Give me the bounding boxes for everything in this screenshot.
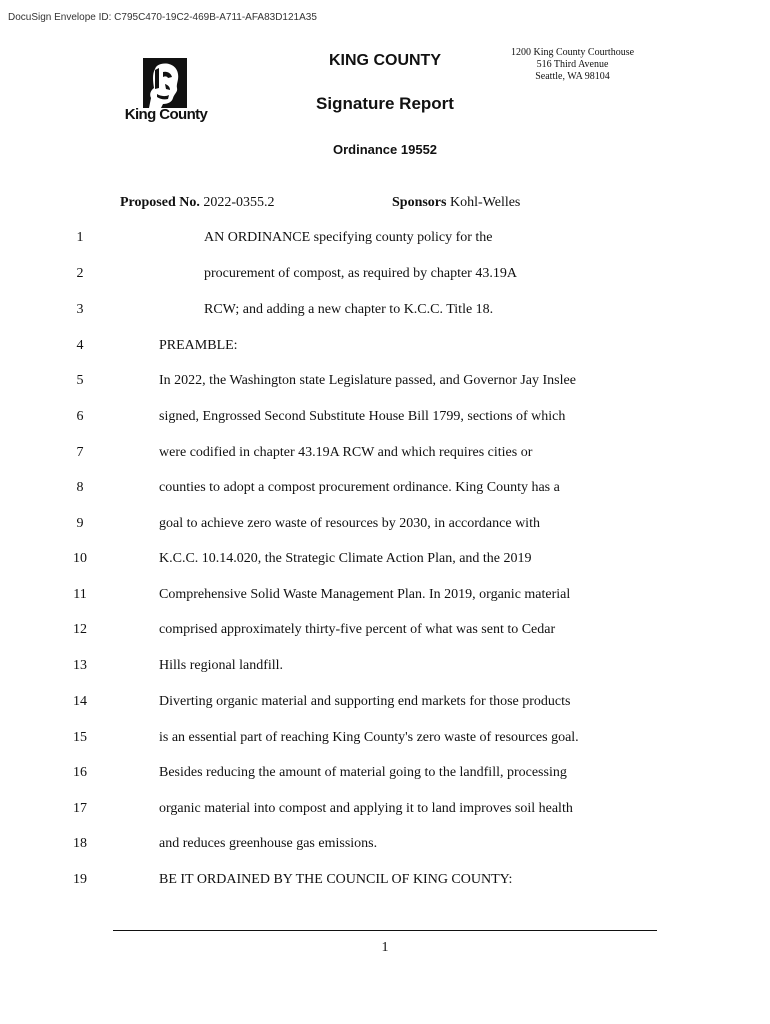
line-number: 2: [76, 266, 84, 281]
line-number: 19: [73, 872, 87, 887]
sponsors-value: Kohl-Welles: [449, 195, 521, 210]
line-text: Hills regional landfill.: [159, 658, 284, 673]
line-text: were codified in chapter 43.19A RCW and which requires cities or: [159, 445, 533, 460]
courthouse-address: [500, 47, 645, 83]
page-number: 1: [381, 940, 389, 955]
line-text: Diverting organic material and supporting end markets for those products: [159, 694, 571, 709]
line-number: 6: [76, 409, 84, 424]
proposed-number: [120, 195, 275, 211]
report-title: Signature Report: [316, 94, 454, 113]
line-number: 15: [73, 730, 87, 745]
line-text: goal to achieve zero waste of resources by 2030, in accordance with: [159, 516, 540, 531]
line-text: is an essential part of reaching King County's zero waste of resources goal.: [159, 730, 579, 745]
line-text: BE IT ORDAINED BY THE COUNCIL OF KING COUNTY:: [159, 872, 513, 887]
address-line: 1200 King County Courthouse: [510, 47, 635, 58]
proposed-value: 2022-0355.2: [203, 195, 275, 210]
king-county-logo-icon: [143, 58, 187, 108]
address-line: Seattle, WA 98104: [535, 71, 610, 82]
sponsors: [392, 195, 520, 211]
line-number: 9: [76, 516, 84, 531]
line-number: 10: [73, 551, 87, 566]
line-text: organic material into compost and applying it to land improves soil health: [159, 801, 573, 816]
line-text: signed, Engrossed Second Substitute House Bill 1799, sections of which: [159, 409, 566, 424]
line-number: 5: [76, 373, 84, 388]
line-text: In 2022, the Washington state Legislature passed, and Governor Jay Inslee: [159, 373, 576, 388]
line-number: 3: [76, 302, 84, 317]
address-line: 516 Third Avenue: [536, 59, 609, 70]
king-county-logo: [118, 58, 214, 128]
line-text: PREAMBLE:: [159, 338, 238, 353]
line-number: 17: [73, 801, 87, 816]
logo-text: King County: [124, 106, 208, 123]
line-text: counties to adopt a compost procurement ordinance. King County has a: [159, 480, 560, 495]
line-text: Comprehensive Solid Waste Management Plan. In 2019, organic material: [159, 587, 571, 602]
line-number: 12: [73, 622, 87, 637]
line-text: RCW; and adding a new chapter to K.C.C. Title 18.: [204, 302, 494, 317]
line-number: 8: [76, 480, 84, 495]
footer-divider: [113, 930, 657, 931]
line-text: procurement of compost, as required by chapter 43.19A: [204, 266, 517, 281]
line-text: AN ORDINANCE specifying county policy for the: [204, 230, 493, 245]
line-text: K.C.C. 10.14.020, the Strategic Climate Action Plan, and the 2019: [159, 551, 532, 566]
ordinance-number: Ordinance 19552: [332, 142, 438, 157]
line-number: 7: [76, 445, 84, 460]
sponsors-label: Sponsors: [392, 195, 447, 210]
line-text: and reduces greenhouse gas emissions.: [159, 836, 378, 851]
line-number: 13: [73, 658, 87, 673]
county-title: KING COUNTY: [329, 52, 441, 69]
line-number: 18: [73, 836, 87, 851]
line-number: 11: [73, 587, 87, 602]
line-number: 1: [76, 230, 84, 245]
line-text: comprised approximately thirty-five percent of what was sent to Cedar: [159, 622, 556, 637]
line-text: Besides reducing the amount of material going to the landfill, processing: [159, 765, 567, 780]
line-number: 14: [73, 694, 87, 709]
proposed-label: Proposed No.: [120, 195, 200, 210]
line-number: 4: [76, 338, 84, 353]
envelope-id: DocuSign Envelope ID: C795C470-19C2-469B-A711-AFA83D121A35: [8, 12, 317, 23]
line-number: 16: [73, 765, 87, 780]
